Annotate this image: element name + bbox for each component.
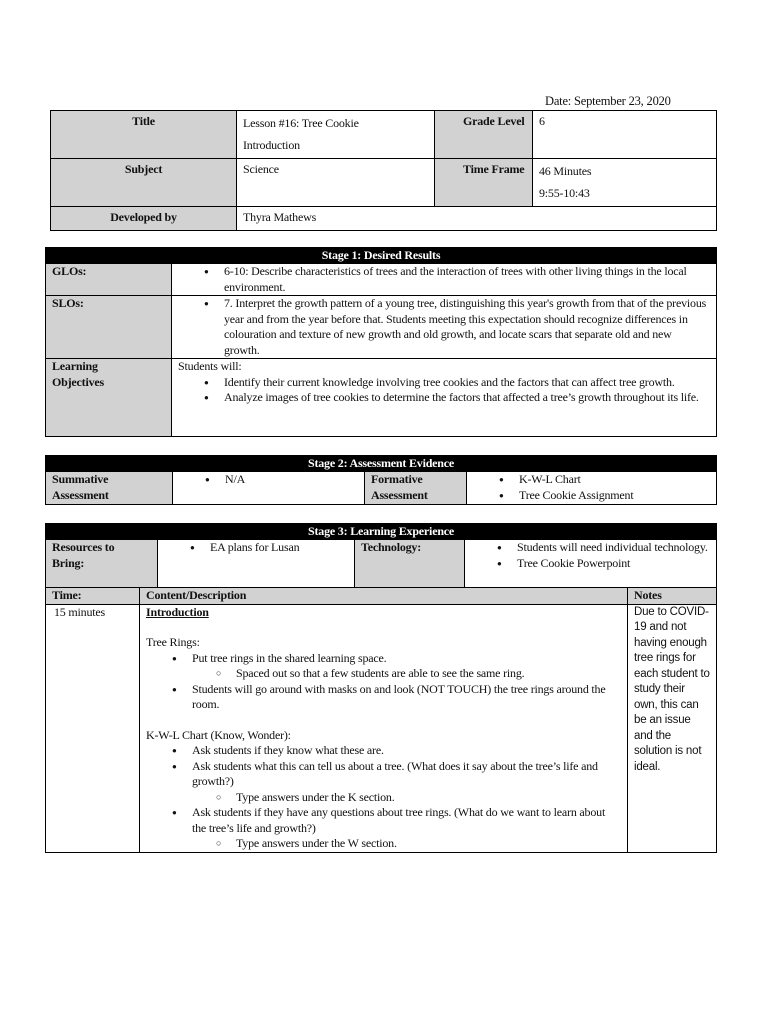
- time-frame-minutes: 46 Minutes: [539, 164, 592, 178]
- objective-item: ● Analyze images of tree cookies to determine the factors that affected a tree’s growth throughout its life.: [178, 390, 710, 406]
- subject-value: Science: [237, 159, 435, 207]
- title-value-line-2: Introduction: [243, 138, 300, 152]
- document-date: Date: September 23, 2020: [545, 94, 671, 108]
- slos-label: SLOs:: [46, 296, 172, 359]
- time-frame-value: [533, 159, 717, 207]
- introduction-heading: Introduction: [146, 604, 209, 619]
- col-header-notes: Notes: [628, 588, 717, 605]
- glos-content: [172, 264, 717, 296]
- developed-by-label: Developed by: [51, 207, 237, 231]
- content-description: [140, 604, 628, 852]
- technology-content: [465, 540, 717, 588]
- technology-item: ● Students will need individual technology.: [471, 540, 710, 556]
- stage2-heading: Stage 2: Assessment Evidence: [46, 456, 717, 472]
- learning-objectives-label-line-2: Objectives: [52, 374, 104, 389]
- notes-content: Due to COVID-19 and not having enough tree rings for each student to study their own, this can be an issue and the solution is not ideal.: [628, 604, 717, 852]
- title-value: [237, 111, 435, 159]
- grade-value: 6: [533, 111, 717, 159]
- title-value-line-1: Lesson #16: Tree Cookie: [243, 116, 359, 130]
- kwl-item: ● Ask students if they have any questions about tree rings. (What do we want to learn about the tree’s life and growth?): [146, 805, 621, 836]
- stage2-table: [45, 455, 717, 505]
- formative-content: [467, 472, 717, 505]
- glos-item: ● 6-10: Describe characteristics of trees and the interaction of trees with other living things in the local environment.: [178, 264, 710, 295]
- summative-content: [173, 472, 365, 505]
- stage3-heading: Stage 3: Learning Experience: [46, 524, 717, 540]
- summative-label-line-1: Summative: [52, 472, 109, 486]
- objectives-intro: Students will:: [178, 359, 242, 373]
- title-label: Title: [51, 111, 237, 159]
- kwl-subitem: ○ Type answers under the K section.: [146, 790, 621, 806]
- resources-label-line-2: Bring:: [52, 555, 85, 570]
- resources-item: ● EA plans for Lusan: [164, 540, 348, 556]
- time-frame-range: 9:55-10:43: [539, 186, 590, 200]
- learning-objectives-label: [46, 359, 172, 437]
- stage1-heading: Stage 1: Desired Results: [46, 248, 717, 264]
- formative-label-line-2: Assessment: [371, 487, 428, 502]
- technology-item: ● Tree Cookie Powerpoint: [471, 556, 710, 572]
- resources-label-line-1: Resources to: [52, 540, 115, 554]
- kwl-item: ● Ask students if they know what these are.: [146, 743, 621, 759]
- stage3-table: [45, 523, 717, 853]
- developed-by-value: Thyra Mathews: [237, 207, 717, 231]
- kwl-item: ● Ask students what this can tell us about a tree. (What does it say about the tree’s life and growth?): [146, 759, 621, 790]
- slos-content: [172, 296, 717, 359]
- summative-item: ● N/A: [179, 472, 358, 488]
- summative-label: [46, 472, 173, 505]
- slos-item: ● 7. Interpret the growth pattern of a young tree, distinguishing this year's growth from that of the previous year and from the year before that. Students meeting this expectation should recognize differences in colouration and texture of new growth and old growth, and locate scars that separate old and new growth.: [178, 296, 710, 358]
- formative-label: [365, 472, 467, 505]
- kwl-heading: K-W-L Chart (Know, Wonder):: [146, 727, 291, 742]
- lesson-info-table: [50, 110, 717, 231]
- grade-label: Grade Level: [435, 111, 533, 159]
- technology-label: Technology:: [355, 540, 465, 588]
- tree-rings-heading: Tree Rings:: [146, 635, 200, 649]
- objective-item: ● Identify their current knowledge involving tree cookies and the factors that can affect tree growth.: [178, 375, 710, 391]
- tree-rings-item: ● Put tree rings in the shared learning space.: [146, 651, 621, 667]
- kwl-subitem: ○ Type answers under the W section.: [146, 836, 621, 852]
- learning-objectives-label-line-1: Learning: [52, 359, 98, 373]
- time-frame-label: Time Frame: [435, 159, 533, 207]
- col-header-content: Content/Description: [140, 588, 628, 605]
- formative-item: ● Tree Cookie Assignment: [473, 488, 710, 504]
- glos-label: GLOs:: [46, 264, 172, 296]
- col-header-time: Time:: [46, 588, 140, 605]
- time-value: 15 minutes: [46, 604, 140, 852]
- resources-label: [46, 540, 158, 588]
- tree-rings-item: ● Students will go around with masks on and look (NOT TOUCH) the tree rings around the room.: [146, 682, 621, 713]
- learning-objectives-content: [172, 359, 717, 437]
- formative-item: ● K-W-L Chart: [473, 472, 710, 488]
- stage1-table: [45, 247, 717, 437]
- summative-label-line-2: Assessment: [52, 487, 109, 502]
- tree-rings-subitem: ○ Spaced out so that a few students are able to see the same ring.: [146, 666, 621, 682]
- resources-content: [158, 540, 355, 588]
- subject-label: Subject: [51, 159, 237, 207]
- formative-label-line-1: Formative: [371, 472, 423, 486]
